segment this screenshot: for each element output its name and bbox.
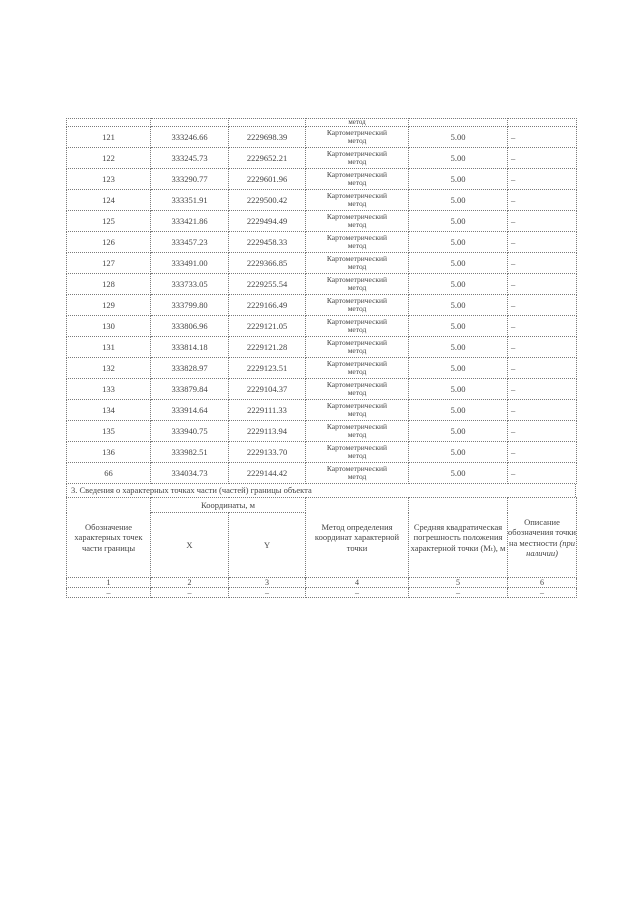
cell-y: 2229123.51 (229, 358, 306, 379)
table-row (67, 274, 577, 295)
cell-desc: – (508, 232, 577, 253)
cell-desc: – (508, 274, 577, 295)
cell-x: 333806.96 (151, 316, 229, 337)
method-line-1: Картометрический (326, 359, 388, 368)
cell-desc: – (508, 400, 577, 421)
cell-accuracy: 5.00 (409, 379, 508, 400)
method-line-1: Картометрический (326, 233, 388, 242)
cell-x: 333879.84 (151, 379, 229, 400)
cell-x: 333982.51 (151, 442, 229, 463)
cell-accuracy: 5.00 (409, 274, 508, 295)
cell-method (306, 190, 409, 211)
column-numbers-row (67, 578, 577, 588)
cell-point: 133 (67, 379, 151, 400)
cell-x: 333814.18 (151, 337, 229, 358)
header-description-italic: (при наличии) (526, 537, 576, 558)
cell-desc: – (508, 442, 577, 463)
cell-desc: – (508, 316, 577, 337)
cell-method (306, 169, 409, 190)
cell-method: метод (306, 119, 409, 127)
table-row (67, 211, 577, 232)
cell-y: 2229121.28 (229, 337, 306, 358)
cell-method (306, 421, 409, 442)
cell-x: 333940.75 (151, 421, 229, 442)
cell-point: 128 (67, 274, 151, 295)
table-row (67, 316, 577, 337)
empty-cell: – (409, 588, 508, 598)
cell-accuracy: 5.00 (409, 253, 508, 274)
cell-y: 2229166.49 (229, 295, 306, 316)
column-number: 2 (151, 578, 229, 588)
cell-x: 333733.05 (151, 274, 229, 295)
cell-accuracy: 5.00 (409, 463, 508, 484)
table-row (67, 400, 577, 421)
cell-method (306, 127, 409, 148)
cell-method (306, 400, 409, 421)
table-row (67, 190, 577, 211)
method-line-1: Картометрический (326, 317, 388, 326)
cell-point: 123 (67, 169, 151, 190)
cell-x: 334034.73 (151, 463, 229, 484)
cell-desc: – (508, 148, 577, 169)
cell-x: 333421.86 (151, 211, 229, 232)
cell-y (229, 119, 306, 127)
method-line-1: Картометрический (326, 254, 388, 263)
header-method: Метод определения координат характерной точки (306, 498, 409, 578)
cell-accuracy (409, 119, 508, 127)
cell-accuracy: 5.00 (409, 358, 508, 379)
cell-x: 333245.73 (151, 148, 229, 169)
table-row (67, 421, 577, 442)
header-description-main: Описание обозначения точки на местности (508, 516, 576, 548)
column-number: 3 (229, 578, 306, 588)
cell-desc: – (508, 190, 577, 211)
cell-desc: – (508, 295, 577, 316)
method-line-2: метод (347, 241, 367, 250)
cell-x: 333828.97 (151, 358, 229, 379)
cell-point: 136 (67, 442, 151, 463)
cell-accuracy: 5.00 (409, 169, 508, 190)
cell-y: 2229366.85 (229, 253, 306, 274)
method-line-2: метод (347, 325, 367, 334)
cell-x: 333491.00 (151, 253, 229, 274)
method-line-2: метод (347, 367, 367, 376)
cell-y: 2229500.42 (229, 190, 306, 211)
method-line-1: Картометрический (326, 191, 388, 200)
cell-point: 127 (67, 253, 151, 274)
cell-desc: – (508, 379, 577, 400)
empty-cell: – (67, 588, 151, 598)
column-number: 1 (67, 578, 151, 588)
method-line-1: Картометрический (326, 128, 388, 137)
cell-point: 130 (67, 316, 151, 337)
cell-y: 2229144.42 (229, 463, 306, 484)
empty-cell: – (229, 588, 306, 598)
empty-cell: – (151, 588, 229, 598)
method-line-1: Картометрический (326, 401, 388, 410)
cell-y: 2229458.33 (229, 232, 306, 253)
method-line-1: Картометрический (326, 170, 388, 179)
cell-x: 333246.66 (151, 127, 229, 148)
method-line-1: Картометрический (326, 275, 388, 284)
points-table (66, 118, 577, 484)
cell-method (306, 211, 409, 232)
cell-point: 132 (67, 358, 151, 379)
method-line-2: метод (347, 451, 367, 460)
cell-accuracy: 5.00 (409, 400, 508, 421)
table-row (67, 127, 577, 148)
cell-y: 2229601.96 (229, 169, 306, 190)
cell-y: 2229255.54 (229, 274, 306, 295)
cell-point: 125 (67, 211, 151, 232)
cell-point: 126 (67, 232, 151, 253)
cell-y: 2229104.37 (229, 379, 306, 400)
cell-y: 2229121.05 (229, 316, 306, 337)
cell-accuracy: 5.00 (409, 337, 508, 358)
method-line-2: метод (347, 346, 367, 355)
table-row (67, 463, 577, 484)
empty-cell: – (306, 588, 409, 598)
table-row (67, 358, 577, 379)
cell-accuracy: 5.00 (409, 442, 508, 463)
cell-y: 2229133.70 (229, 442, 306, 463)
method-line-2: метод (347, 157, 367, 166)
cell-method (306, 316, 409, 337)
cell-desc: – (508, 253, 577, 274)
cell-x: 333799.80 (151, 295, 229, 316)
cell-point: 134 (67, 400, 151, 421)
cell-x: 333290.77 (151, 169, 229, 190)
cell-y: 2229113.94 (229, 421, 306, 442)
cell-y: 2229494.49 (229, 211, 306, 232)
cell-point: 122 (67, 148, 151, 169)
cell-y: 2229652.21 (229, 148, 306, 169)
cell-y: 2229698.39 (229, 127, 306, 148)
header-x: X (151, 513, 229, 578)
cell-accuracy: 5.00 (409, 316, 508, 337)
cell-accuracy: 5.00 (409, 190, 508, 211)
document-sheet (66, 118, 576, 598)
table-row-cut (67, 119, 577, 127)
cell-method (306, 148, 409, 169)
cell-method (306, 379, 409, 400)
cell-accuracy: 5.00 (409, 211, 508, 232)
cell-desc: – (508, 337, 577, 358)
cell-method (306, 463, 409, 484)
cell-method (306, 232, 409, 253)
method-line-1: Картометрический (326, 464, 388, 473)
cell-point: 124 (67, 190, 151, 211)
cell-method (306, 442, 409, 463)
cell-accuracy: 5.00 (409, 232, 508, 253)
cell-method (306, 295, 409, 316)
cell-accuracy: 5.00 (409, 148, 508, 169)
cell-desc: – (508, 211, 577, 232)
cell-desc: – (508, 127, 577, 148)
method-line-2: метод (347, 199, 367, 208)
header-point-label: Обозначение характерных точек части границы (67, 498, 151, 578)
cell-x: 333457.23 (151, 232, 229, 253)
header-description (508, 498, 577, 578)
method-line-2: метод (347, 409, 367, 418)
cell-point: 135 (67, 421, 151, 442)
method-line-1: Картометрический (326, 380, 388, 389)
part-points-table (66, 497, 577, 598)
cell-point: 121 (67, 127, 151, 148)
cell-desc (508, 119, 577, 127)
table-row (67, 253, 577, 274)
table-row (67, 232, 577, 253)
cell-method (306, 337, 409, 358)
column-number: 5 (409, 578, 508, 588)
method-line-2: метод (347, 220, 367, 229)
method-line-1: Картометрический (326, 443, 388, 452)
cell-method (306, 274, 409, 295)
cell-accuracy: 5.00 (409, 295, 508, 316)
table-row (67, 148, 577, 169)
column-number: 4 (306, 578, 409, 588)
table-row (67, 379, 577, 400)
table-row (67, 295, 577, 316)
cell-x (151, 119, 229, 127)
method-line-2: метод (347, 472, 367, 481)
header-coords-group: Координаты, м (151, 498, 306, 513)
header-y: Y (229, 513, 306, 578)
table-row (67, 169, 577, 190)
method-line-1: Картометрический (326, 422, 388, 431)
method-line-1: Картометрический (326, 149, 388, 158)
method-line-1: Картометрический (326, 212, 388, 221)
cell-desc: – (508, 358, 577, 379)
method-line-2: метод (347, 262, 367, 271)
cell-method (306, 253, 409, 274)
header-accuracy: Средняя квадратическая погрешность положения характерной точки (Мₜ), м (409, 498, 508, 578)
cell-accuracy: 5.00 (409, 421, 508, 442)
cell-point (67, 119, 151, 127)
column-number: 6 (508, 578, 577, 588)
method-line-2: метод (347, 430, 367, 439)
table-row (67, 337, 577, 358)
empty-data-row (67, 588, 577, 598)
cell-x: 333914.64 (151, 400, 229, 421)
cell-point: 131 (67, 337, 151, 358)
cell-desc: – (508, 463, 577, 484)
method-line-1: Картометрический (326, 296, 388, 305)
method-line-2: метод (347, 178, 367, 187)
cell-x: 333351.91 (151, 190, 229, 211)
method-line-2: метод (347, 136, 367, 145)
cell-point: 129 (67, 295, 151, 316)
cell-desc: – (508, 169, 577, 190)
method-line-1: Картометрический (326, 338, 388, 347)
method-line-2: метод (347, 388, 367, 397)
cell-point: 66 (67, 463, 151, 484)
cell-method (306, 358, 409, 379)
cell-y: 2229111.33 (229, 400, 306, 421)
table-row (67, 442, 577, 463)
method-line-2: метод (347, 283, 367, 292)
cell-accuracy: 5.00 (409, 127, 508, 148)
method-line-2: метод (347, 304, 367, 313)
cell-desc: – (508, 421, 577, 442)
section-3-caption: 3. Сведения о характерных точках части (частей) границы объекта (66, 484, 576, 497)
empty-cell: – (508, 588, 577, 598)
